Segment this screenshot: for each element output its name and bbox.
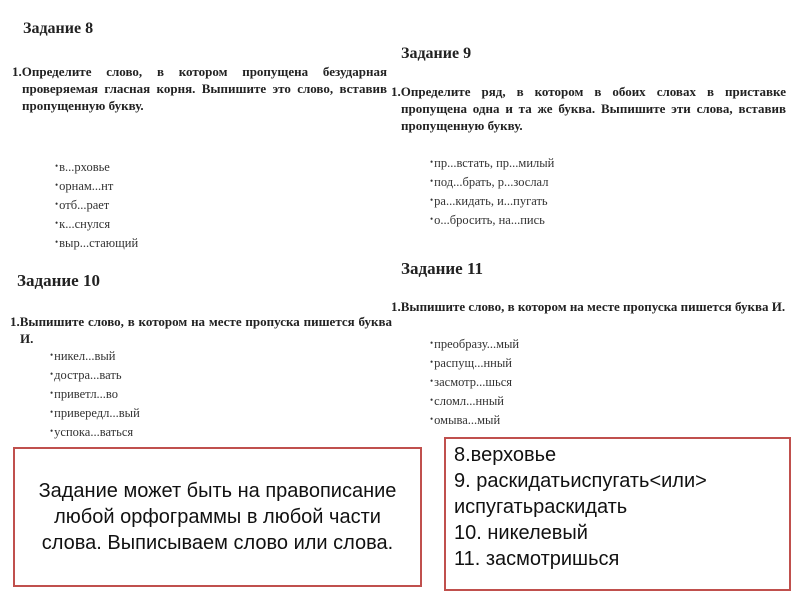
list-item: • выр...стающий: [55, 233, 138, 252]
note-text: Задание может быть на правописание любой орфограммы в любой части слова. Выписываем слово или слова.: [38, 480, 397, 554]
list-item: • достра...вать: [50, 365, 140, 384]
list-item: • к...снулся: [55, 214, 138, 233]
task11-options: [430, 334, 519, 429]
task10-options: [50, 346, 140, 441]
list-item: • распущ...нный: [430, 353, 519, 372]
list-item: • успока...ваться: [50, 422, 140, 441]
answer-11: 11. засмотришься: [454, 548, 620, 570]
task8-title: Задание 8: [23, 20, 94, 37]
list-item: • привередл...вый: [50, 403, 140, 422]
task9-options: [430, 153, 554, 229]
list-item: • засмотр...шься: [430, 372, 519, 391]
task9-question: 1.Определите ряд, в котором в обоих словах в приставке пропущена одна и та же буква. Выпишите эти слова, вставив пропущенную букву.: [391, 84, 786, 133]
list-item: • никел...вый: [50, 346, 140, 365]
answers-box: [444, 437, 791, 591]
task10-question: 1.Выпишите слово, в котором на месте пропуска пишется буква И.: [10, 314, 392, 346]
list-item: • в...рховье: [55, 157, 138, 176]
task8-question: 1.Определите слово, в котором пропущена безударная проверяемая гласная корня. Выпишите это слово, вставив пропущенную букву.: [12, 64, 387, 113]
list-item: • под...брать, р...зослал: [430, 172, 554, 191]
list-item: • пр...встать, пр...милый: [430, 153, 554, 172]
list-item: • преобразу...мый: [430, 334, 519, 353]
answer-9: 9. раскидатьиспугать<или> испугатьраскидать: [454, 470, 707, 518]
task11-title: Задание 11: [401, 259, 484, 278]
list-item: • омыва...мый: [430, 410, 519, 429]
task9-title: Задание 9: [401, 45, 472, 62]
task8-options: [55, 157, 138, 252]
list-item: • сломл...нный: [430, 391, 519, 410]
list-item: • ра...кидать, и...пугать: [430, 191, 554, 210]
list-item: • орнам...нт: [55, 176, 138, 195]
list-item: • отб...рает: [55, 195, 138, 214]
task10-title: Задание 10: [17, 271, 100, 290]
list-item: • приветл...во: [50, 384, 140, 403]
task11-question: 1.Выпишите слово, в котором на месте пропуска пишется буква И.: [391, 299, 786, 314]
list-item: • о...бросить, на...пись: [430, 210, 554, 229]
answer-10: 10. никелевый: [454, 522, 588, 544]
note-box: [13, 447, 422, 587]
answer-8: 8.верховье: [454, 444, 557, 466]
